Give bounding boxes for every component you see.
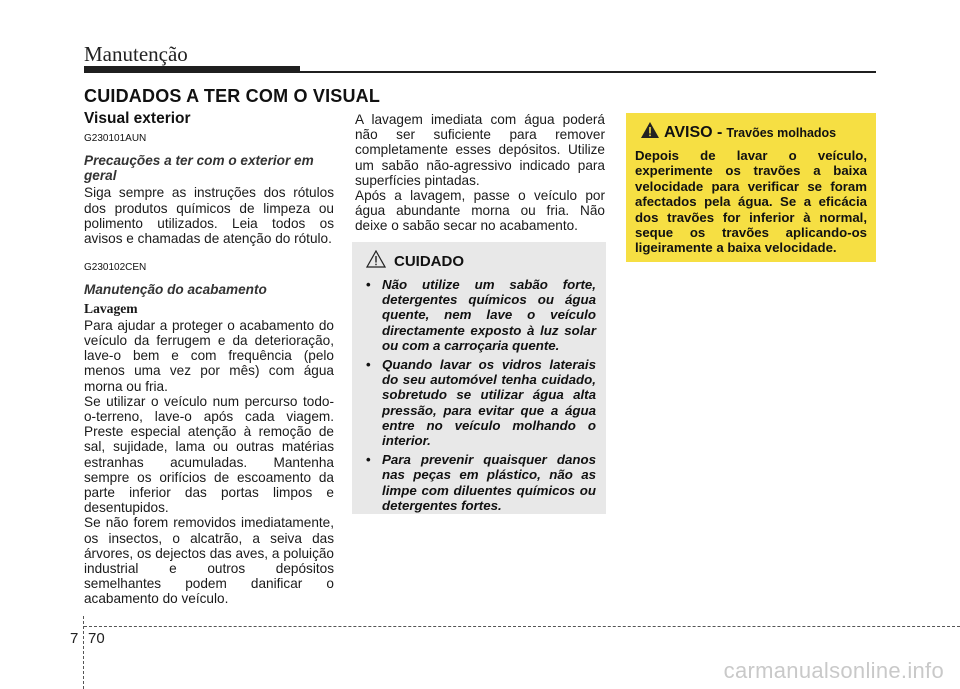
section-title: CUIDADOS A TER COM O VISUAL: [84, 86, 381, 106]
chapter-number: 7: [70, 630, 79, 647]
caution-triangle-icon: [366, 250, 386, 273]
paragraph: A lavagem imediata com água poderá não ser suficiente para remover completamente esses depósitos. Utilize um sabão não-agressivo indicado para superfícies pintadas.: [355, 112, 605, 188]
paragraph: Para ajudar a proteger o acabamento do veículo da ferrugem e da deterioração, lave-o bem e com frequência (pelo menos uma vez por mês) com água morna ou fria.: [84, 317, 334, 394]
caution-header: [366, 250, 596, 273]
footer-divider-horizontal: [84, 626, 960, 627]
caution-item: • Para prevenir quaisquer danos nas peças em plástico, não as limpe com diluentes químicos ou detergentes fortes.: [366, 452, 596, 513]
label-washing: Lavagem: [84, 300, 138, 316]
warning-header: [635, 121, 867, 144]
paragraph: Se utilizar o veículo num percurso todo-o-terreno, lave-o após cada viagem. Preste especial atenção à remoção de sal, sujidade, lama ou outras matérias estranhas acumuladas. Mantenha sempre os orifícios de escoamento da parte inferior das portas limpos e desentupidos.: [84, 393, 334, 516]
warning-text: Depois de lavar o veículo, experimente os travões a baixa velocidade para verificar se foram afectados pela água. Se a eficácia dos travões for inferior à normal, seque os travões aplicando-os ligeiramente a baixa velocidade.: [635, 148, 867, 256]
caution-title: CUIDADO: [394, 253, 464, 270]
caution-item: • Quando lavar os vidros laterais do seu automóvel tenha cuidado, sobretudo se utilizar água alta pressão, para evitar que a água entre no veículo molhando o interior.: [366, 357, 596, 448]
caution-list: [366, 277, 596, 513]
left-column: [84, 111, 334, 607]
subheading-exterior-precautions: Precauções a ter com o exterior em geral: [84, 153, 314, 184]
warning-triangle-icon: [640, 121, 660, 144]
warning-title: AVISO -: [664, 123, 723, 141]
paragraph: Siga sempre as instruções dos rótulos dos produtos químicos de limpeza ou polimento utilizados. Leia todos os avisos e chamadas de atenção do rótulo.: [84, 185, 334, 247]
caution-item: • Não utilize um sabão forte, detergentes químicos ou água quente, nem lave o veículo directamente exposto à luz solar ou com a carroçaria quente.: [366, 277, 596, 353]
section-code: G230101AUN: [84, 133, 147, 145]
header-rule: [300, 71, 876, 73]
paragraph: Se não forem removidos imediatamente, os insectos, o alcatrão, a seiva das árvores, os dejectos das aves, a poluição industrial e outros depósitos semelhantes podem danificar o acabamento do veículo.: [84, 515, 334, 607]
middle-column: [355, 112, 605, 234]
warning-box: [626, 113, 876, 262]
caution-box: [352, 242, 606, 514]
heading-visual-exterior: Visual exterior: [84, 110, 191, 127]
subheading-finish-maintenance: Manutenção do acabamento: [84, 282, 267, 298]
paragraph: Após a lavagem, passe o veículo por água abundante morna ou fria. Não deixe o sabão secar no acabamento.: [355, 188, 605, 234]
chapter-title: Manutenção: [84, 42, 188, 66]
header-bar: [84, 66, 300, 73]
warning-subtitle: Travões molhados: [726, 125, 837, 140]
section-code: G230102CEN: [84, 262, 147, 274]
watermark: carmanualsonline.info: [723, 658, 944, 683]
page-number: 70: [88, 630, 105, 647]
